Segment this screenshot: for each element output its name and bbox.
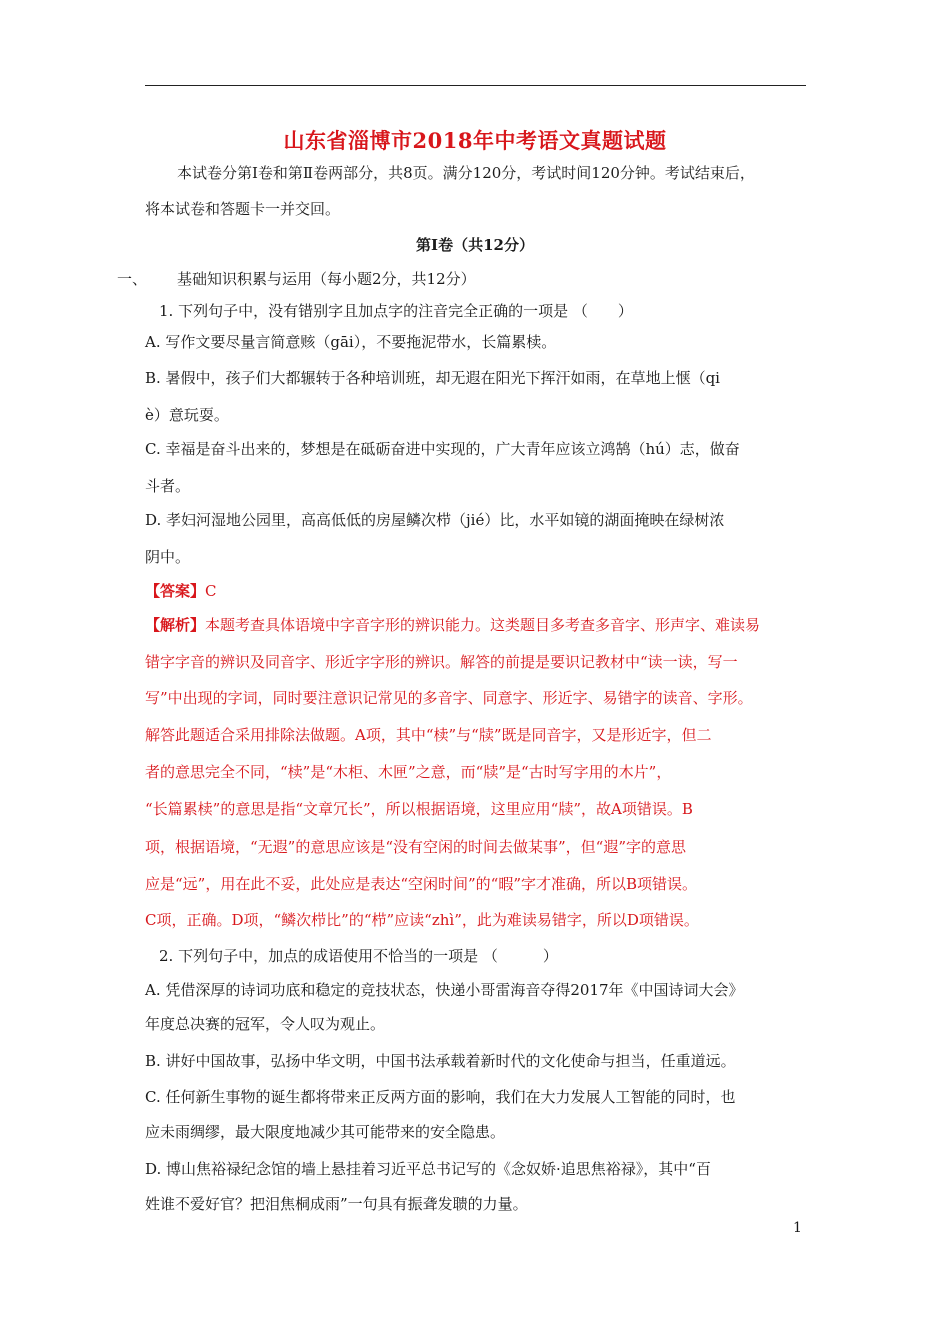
page-number: 1 [793,1220,802,1236]
q1-analysis-line-7: 项，根据语境，“无遐”的意思应该是“没有空闲的时间去做某事”，但“遐”字的意思 [145,838,687,856]
q2-option-a-line-2: 年度总决赛的冠军，令人叹为观止。 [145,1015,386,1033]
section-title: 第Ⅰ卷（共12分） [416,236,534,254]
analysis-label: 【解析】 [145,616,206,634]
q2-option-d-line-2: 姓谁不爱好官？把泪焦桐成雨”一句具有振聋发聩的力量。 [145,1195,528,1213]
q2-option-c-line-1: C. 任何新生事物的诞生都将带来正反两方面的影响，我们在大力发展人工智能的同时，也 [145,1088,736,1106]
part-text: 基础知识积累与运用（每小题2分，共12分） [177,270,476,288]
intro-line-2: 将本试卷和答题卡一并交回。 [145,200,341,218]
q1-analysis-line-2: 错字字音的辨识及同音字、形近字字形的辨识。解答的前提是要识记教材中“读一读，写一 [145,653,738,671]
q2-option-b-line-1: B. 讲好中国故事，弘扬中华文明，中国书法承载着新时代的文化使命与担当，任重道远。 [145,1052,736,1070]
q1-option-b-line-2: è）意玩耍。 [145,406,229,424]
q1-analysis-line-8: 应是“远”，用在此不妥，此处应是表达“空闲时间”的“暇”字才准确，所以B项错误。 [145,875,698,893]
header-rule [145,85,806,86]
intro-line-1: 本试卷分第Ⅰ卷和第Ⅱ卷两部分，共8页。满分120分，考试时间120分钟。考试结束后， [177,164,755,182]
analysis-text: 本题考查具体语境中字音字形的辨识能力。这类题目多考查多音字、形声字、难读易 [205,616,761,634]
q1-analysis-line-6: “长篇累椟”的意思是指“文章冗长”，所以根据语境，这里应用“牍”，故A项错误。B [145,800,693,818]
q1-analysis-line-1 [145,615,760,635]
q1-analysis-line-3: 写”中出现的字词，同时要注意识记常见的多音字、同意字、形近字、易错字的读音、字形。 [145,689,753,707]
part-number: 一、 [117,270,148,288]
answer-value: C [205,582,217,600]
q1-option-d-line-2: 阴中。 [145,548,191,566]
exam-title: 山东省淄博市2018年中考语文真题试题 [283,128,667,153]
q1-answer [145,581,217,601]
answer-label: 【答案】 [145,582,206,600]
q1-analysis-line-5: 者的意思完全不同，“椟”是“木柜、木匣”之意，而“牍”是“古时写字用的木片”， [145,763,672,781]
q2-option-a-line-1: A. 凭借深厚的诗词功底和稳定的竞技状态，快递小哥雷海音夺得2017年《中国诗词大会》 [145,981,744,999]
q1-option-a-line-1: A. 写作文要尽量言简意赅（gāi），不要拖泥带水，长篇累椟。 [145,333,557,351]
q2-option-c-line-2: 应未雨绸缪，最大限度地减少其可能带来的安全隐患。 [145,1123,506,1141]
q1-option-c-line-2: 斗者。 [145,477,191,495]
q1-analysis-line-9: C项，正确。D项，“鳞次栉比”的“栉”应读“zhì”，此为难读易错字，所以D项错误。 [145,911,699,929]
question-1-stem: 1. 下列句子中，没有错别字且加点字的注音完全正确的一项是 （ ） [159,302,633,320]
q1-analysis-line-4: 解答此题适合采用排除法做题。A项，其中“椟”与“牍”既是同音字，又是形近字，但二 [145,726,712,744]
q1-option-d-line-1: D. 孝妇河湿地公园里，高高低低的房屋鳞次栉（jié）比，水平如镜的湖面掩映在绿树浓 [145,511,725,529]
q2-option-d-line-1: D. 博山焦裕禄纪念馆的墙上悬挂着习近平总书记写的《念奴娇·追思焦裕禄》，其中“百 [145,1160,711,1178]
q1-option-b-line-1: B. 暑假中，孩子们大都辗转于各种培训班，却无遐在阳光下挥汗如雨，在草地上惬（qi [145,369,720,387]
q1-option-c-line-1: C. 幸福是奋斗出来的，梦想是在砥砺奋进中实现的，广大青年应该立鸿鹄（hú）志，做奋 [145,440,740,458]
question-2-stem: 2. 下列句子中，加点的成语使用不恰当的一项是 （ ） [159,947,558,965]
